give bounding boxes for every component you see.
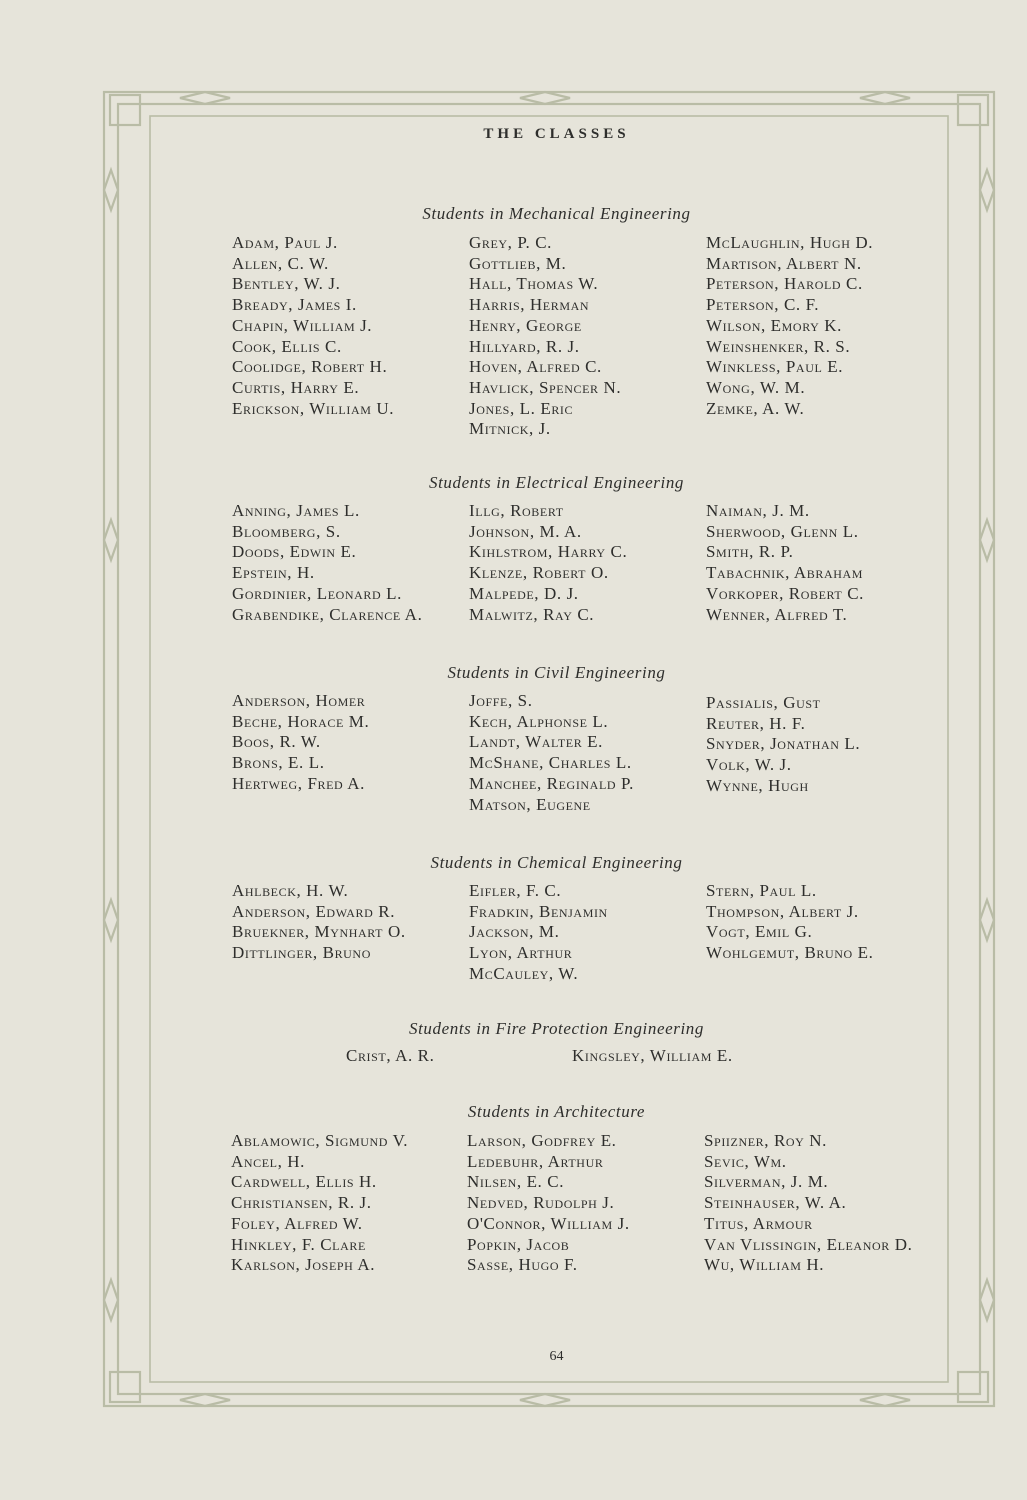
student-name: Silverman, J. M. [704, 1172, 829, 1192]
student-name: McLaughlin, Hugh D. [706, 233, 874, 252]
student-name: Curtis, Harry E. [232, 377, 360, 397]
chemical-column-3 [706, 881, 874, 964]
student-name: Epstein, H. [232, 563, 315, 583]
student-name: Havlick, Spencer N. [469, 377, 622, 397]
student-name: Wilson, Emory K. [706, 315, 842, 335]
architecture-column-1 [231, 1131, 408, 1276]
student-name: Vorkoper, Robert C. [706, 583, 864, 603]
student-name: Karlson, Joseph A. [231, 1255, 376, 1275]
student-name: Van Vlissingin, Eleanor D. [704, 1234, 913, 1254]
chemical-column-1 [232, 881, 406, 964]
student-name: McShane, Charles L. [469, 753, 632, 773]
section-title-electrical: Students in Electrical Engineering [428, 473, 685, 492]
student-name: Foley, Alfred W. [231, 1213, 363, 1233]
student-name: Snyder, Jonathan L. [706, 734, 861, 754]
electrical-column-3 [706, 501, 864, 625]
student-name: Hinkley, F. Clare [231, 1234, 366, 1254]
student-name: Wohlgemut, Bruno E. [706, 943, 874, 963]
student-name: Kihlstrom, Harry C. [469, 542, 628, 562]
student-name: Brons, E. L. [232, 753, 325, 773]
student-name: Henry, George [469, 315, 582, 335]
civil-column-2 [469, 691, 634, 815]
student-name: Passialis, Gust [706, 693, 821, 712]
section-title-civil: Students in Civil Engineering [447, 663, 666, 682]
student-name: Beche, Horace M. [232, 711, 370, 731]
student-name: Chapin, William J. [232, 315, 373, 335]
section-title-chemical: Students in Chemical Engineering [430, 853, 683, 872]
student-name: Klenze, Robert O. [469, 563, 609, 583]
student-name: Bruekner, Mynhart O. [232, 922, 406, 942]
student-name: Manchee, Reginald P. [469, 773, 635, 793]
student-name: Cook, Ellis C. [232, 336, 342, 356]
mechanical-column-1 [232, 233, 394, 419]
student-name: Matson, Eugene [469, 794, 591, 814]
student-name: Kingsley, William E. [572, 1046, 733, 1065]
student-name: Spiizner, Roy N. [704, 1131, 827, 1150]
student-name: O'Connor, William J. [467, 1213, 630, 1233]
page-number: 64 [549, 1349, 564, 1364]
student-name: Nilsen, E. C. [467, 1172, 565, 1192]
student-name: Malwitz, Ray C. [469, 604, 595, 624]
student-name: Sevic, Wm. [704, 1151, 787, 1171]
electrical-column-1 [232, 501, 422, 625]
student-name: Steinhauser, W. A. [704, 1193, 847, 1213]
student-name: Harris, Herman [469, 295, 590, 315]
student-name: Wynne, Hugh [706, 775, 809, 795]
student-name: Ancel, H. [231, 1151, 306, 1171]
student-name: Gottlieb, M. [469, 253, 567, 273]
student-name: Smith, R. P. [706, 542, 794, 562]
architecture-column-3 [704, 1131, 912, 1276]
student-name: Mitnick, J. [469, 419, 551, 439]
student-name: Nedved, Rudolph J. [467, 1193, 615, 1213]
student-name: Volk, W. J. [706, 755, 792, 775]
student-name: Illg, Robert [469, 501, 564, 520]
student-name: Coolidge, Robert H. [232, 357, 388, 377]
student-name: Gordinier, Leonard L. [232, 583, 402, 603]
student-name: Zemke, A. W. [706, 398, 805, 418]
student-name: Hoven, Alfred C. [469, 357, 602, 377]
student-name: Reuter, H. F. [706, 713, 806, 733]
student-name: Martison, Albert N. [706, 253, 862, 273]
student-name: Hertweg, Fred A. [232, 773, 365, 793]
student-name: Allen, C. W. [232, 253, 329, 273]
architecture-column-2 [467, 1131, 630, 1276]
student-name: Malpede, D. J. [469, 583, 579, 603]
student-name: Doods, Edwin E. [232, 542, 357, 562]
student-name: Hillyard, R. J. [469, 336, 580, 356]
student-name: Cardwell, Ellis H. [231, 1172, 377, 1192]
student-name: Peterson, Harold C. [706, 274, 863, 294]
section-title-mechanical: Students in Mechanical Engineering [422, 204, 691, 223]
student-name: Jones, L. Eric [469, 398, 574, 418]
student-name: Wong, W. M. [706, 377, 806, 397]
student-name: Fradkin, Benjamin [469, 901, 608, 921]
student-name: Bready, James I. [232, 295, 357, 315]
student-name: Lyon, Arthur [469, 943, 573, 963]
student-name: Erickson, William U. [232, 398, 395, 418]
student-name: Crist, A. R. [346, 1046, 435, 1065]
student-name: Eifler, F. C. [469, 881, 562, 900]
student-name: Tabachnik, Abraham [706, 563, 864, 583]
student-name: Ledebuhr, Arthur [467, 1151, 604, 1171]
student-name: Wenner, Alfred T. [706, 604, 848, 624]
student-name: Popkin, Jacob [467, 1234, 570, 1254]
student-name: Bloomberg, S. [232, 521, 341, 541]
student-name: Sherwood, Glenn L. [706, 521, 859, 541]
student-name: Weinshenker, R. S. [706, 336, 851, 356]
student-name: Anderson, Edward R. [232, 901, 396, 921]
student-name: Vogt, Emil G. [706, 922, 813, 942]
civil-column-3 [706, 693, 860, 797]
student-name: Boos, R. W. [232, 732, 321, 752]
student-name: Anderson, Homer [232, 691, 366, 710]
student-name: Ahlbeck, H. W. [232, 881, 349, 900]
section-title-fire-protection: Students in Fire Protection Engineering [408, 1019, 705, 1038]
student-name: Ablamowic, Sigmund V. [231, 1131, 409, 1150]
student-name: Dittlinger, Bruno [232, 943, 371, 963]
student-name: Landt, Walter E. [469, 732, 603, 752]
student-name: Stern, Paul L. [706, 881, 817, 900]
student-name: Hall, Thomas W. [469, 274, 599, 294]
student-name: Adam, Paul J. [232, 233, 338, 252]
student-name: Grey, P. C. [469, 233, 553, 252]
chemical-column-2 [469, 881, 608, 985]
student-name: Jackson, M. [469, 922, 560, 942]
student-name: Titus, Armour [704, 1213, 813, 1233]
student-name: Larson, Godfrey E. [467, 1131, 617, 1150]
student-name: Joffe, S. [469, 691, 533, 710]
student-name: Thompson, Albert J. [706, 901, 859, 921]
student-name: Sasse, Hugo F. [467, 1255, 578, 1275]
student-name: Johnson, M. A. [469, 521, 582, 541]
student-name: Naiman, J. M. [706, 501, 810, 520]
section-title-architecture: Students in Architecture [467, 1102, 646, 1121]
student-name: McCauley, W. [469, 963, 579, 983]
mechanical-column-2 [469, 233, 621, 440]
student-name: Grabendike, Clarence A. [232, 604, 423, 624]
student-name: Bentley, W. J. [232, 274, 341, 294]
student-name: Christiansen, R. J. [231, 1193, 372, 1213]
electrical-column-2 [469, 501, 627, 625]
student-name: Anning, James L. [232, 501, 360, 520]
student-name: Wu, William H. [704, 1255, 825, 1275]
page-header: THE CLASSES [483, 126, 630, 142]
mechanical-column-3 [706, 233, 873, 419]
student-name: Kech, Alphonse L. [469, 711, 609, 731]
civil-column-1 [232, 691, 369, 795]
student-name: Peterson, C. F. [706, 295, 820, 315]
student-name: Winkless, Paul E. [706, 357, 844, 377]
